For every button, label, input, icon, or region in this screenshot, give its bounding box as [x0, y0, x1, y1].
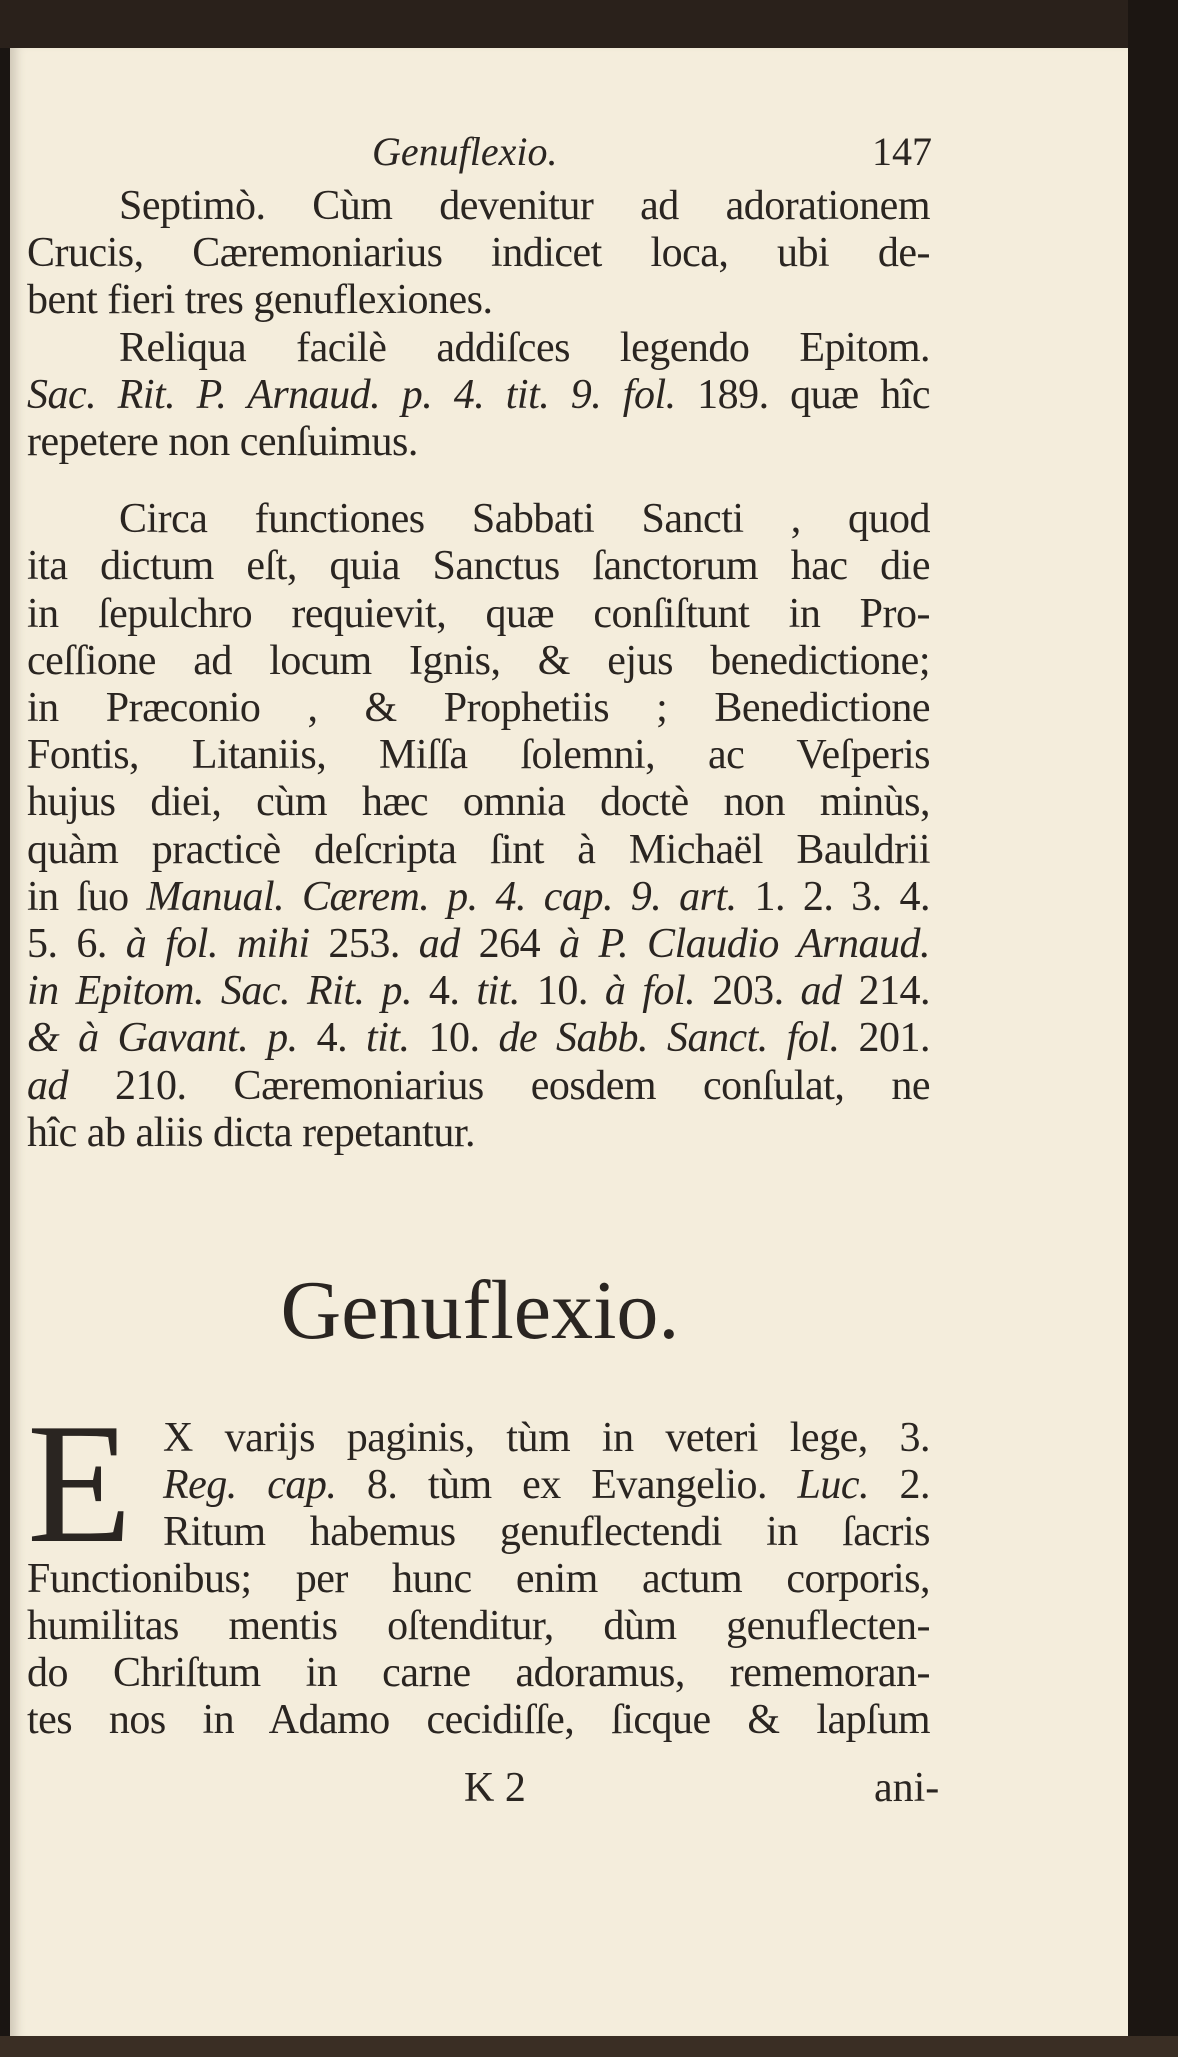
text-run: quàm practicè deſcripta ſint à Michaël Bauldrii [27, 826, 930, 873]
italic-citation: de Sabb. Sanct. fol. [498, 1015, 840, 1062]
text-run: 10. [519, 968, 605, 1015]
text-run: Fontis, Litaniis, Miſſa ſolemni, ac Veſperis [27, 732, 930, 779]
italic-citation: in Epitom. Sac. Rit. p. [27, 968, 412, 1015]
italic-citation: Manual. Cærem. p. 4. cap. 9. art. [146, 873, 737, 920]
page-number: 147 [872, 129, 932, 174]
italic-citation: Luc. [797, 1462, 870, 1508]
text-run: 189. quæ hîc [675, 371, 931, 418]
drop-cap: E [27, 1389, 133, 1579]
text-line [27, 1555, 930, 1603]
scan-border-bottom [0, 2036, 1178, 2057]
text-run: in ſepulchro requievit, quæ conſiſtunt in Pro- [27, 590, 930, 637]
text-line [27, 1014, 930, 1062]
italic-citation: Reg. cap. [163, 1462, 337, 1508]
italic-citation: Sac. Rit. P. Arnaud. p. 4. tit. 9. fol. [27, 371, 676, 418]
italic-citation: à fol. [604, 968, 696, 1015]
text-line [27, 1602, 930, 1650]
text-line [27, 1062, 930, 1110]
text-line [163, 1414, 930, 1462]
text-run: 264 [459, 921, 560, 967]
text-run: Crucis, Cæremoniarius indicet loca, ubi de- [27, 230, 930, 277]
text-run: 214. [841, 968, 931, 1015]
italic-citation: à fol. mihi [125, 921, 310, 967]
section-heading: Genuflexio. [280, 1264, 680, 1357]
text-run: bent fieri tres genuflexiones. [27, 277, 493, 324]
text-run: in ſuo [27, 873, 147, 920]
text-run: hîc ab aliis dicta repetantur. [27, 1109, 475, 1156]
text-run: 210. Cæremoniarius eosdem conſulat, ne [68, 1062, 930, 1109]
catchword: ani- [874, 1765, 940, 1811]
text-run: Reliqua facilè addiſces legendo Epitom. [119, 324, 930, 371]
italic-citation: ad [800, 968, 842, 1015]
text-run: X varijs paginis, tùm in veteri lege, 3. [163, 1415, 930, 1461]
text-run: tes nos in Adamo cecidiſſe, ſicque & lapſum [27, 1697, 930, 1743]
text-line [27, 276, 930, 324]
scan-border-right [1128, 0, 1178, 2057]
text-line [119, 182, 930, 230]
text-line [119, 324, 930, 372]
text-run: hujus diei, cùm hæc omnia doctè non minùs, [27, 779, 930, 826]
text-run: repetere non cenſuimus. [27, 419, 418, 465]
text-line [27, 229, 930, 277]
italic-citation: ad [27, 1062, 68, 1109]
text-run: in Præconio , & Prophetiis ; Benedictione [27, 685, 930, 731]
scan-border-top [0, 0, 1178, 48]
text-line [27, 920, 930, 968]
text-run: Circa functiones Sabbati Sancti , quod [119, 496, 930, 543]
text-line [27, 1109, 930, 1157]
italic-citation: tit. [366, 1015, 410, 1062]
italic-citation: tit. [476, 968, 520, 1015]
text-run: Ritum habemus genuflectendi in ſacris [163, 1509, 930, 1555]
text-line [163, 1461, 930, 1509]
text-run: 4. [411, 968, 477, 1015]
italic-citation: ad [418, 921, 460, 967]
text-line [27, 542, 930, 590]
text-line [27, 967, 930, 1015]
text-line [27, 371, 930, 419]
text-line [27, 590, 930, 638]
text-run: 201. [839, 1015, 931, 1062]
text-line [163, 1508, 930, 1556]
text-line [27, 1649, 930, 1697]
text-line [27, 731, 930, 779]
text-run: 5. 6. [27, 921, 126, 967]
text-line [27, 778, 930, 826]
running-title: Genuflexio. [372, 129, 558, 174]
text-run: Functionibus; per hunc enim actum corporis, [27, 1556, 930, 1602]
italic-citation: à P. Claudio Arnaud. [559, 921, 931, 967]
text-run: ita dictum eſt, quia Sanctus ſanctorum hac die [27, 543, 930, 590]
text-run: 1. 2. 3. 4. [736, 873, 930, 920]
text-run: 203. [695, 968, 801, 1015]
text-run: 4. [297, 1015, 367, 1062]
text-run: 2. [869, 1462, 930, 1508]
text-run: humilitas mentis oſtenditur, dùm genuflecten- [27, 1603, 930, 1649]
text-run: Septimò. Cùm devenitur ad adorationem [119, 183, 930, 229]
signature-mark: K 2 [464, 1765, 526, 1811]
text-line [27, 1696, 930, 1744]
text-run: 10. [409, 1015, 499, 1062]
text-line [27, 418, 930, 466]
text-line [27, 873, 930, 921]
text-line [27, 684, 930, 732]
text-run: 253. [309, 921, 419, 967]
text-run: 8. tùm ex Evangelio. [336, 1462, 798, 1508]
text-run: do Chriſtum in carne adoramus, rememoran- [27, 1650, 930, 1696]
text-run: ceſſione ad locum Ignis, & ejus benedictione; [27, 637, 930, 684]
text-line [27, 826, 930, 874]
italic-citation: & à Gavant. p. [27, 1015, 298, 1062]
text-line [119, 495, 930, 543]
text-line [27, 637, 930, 685]
